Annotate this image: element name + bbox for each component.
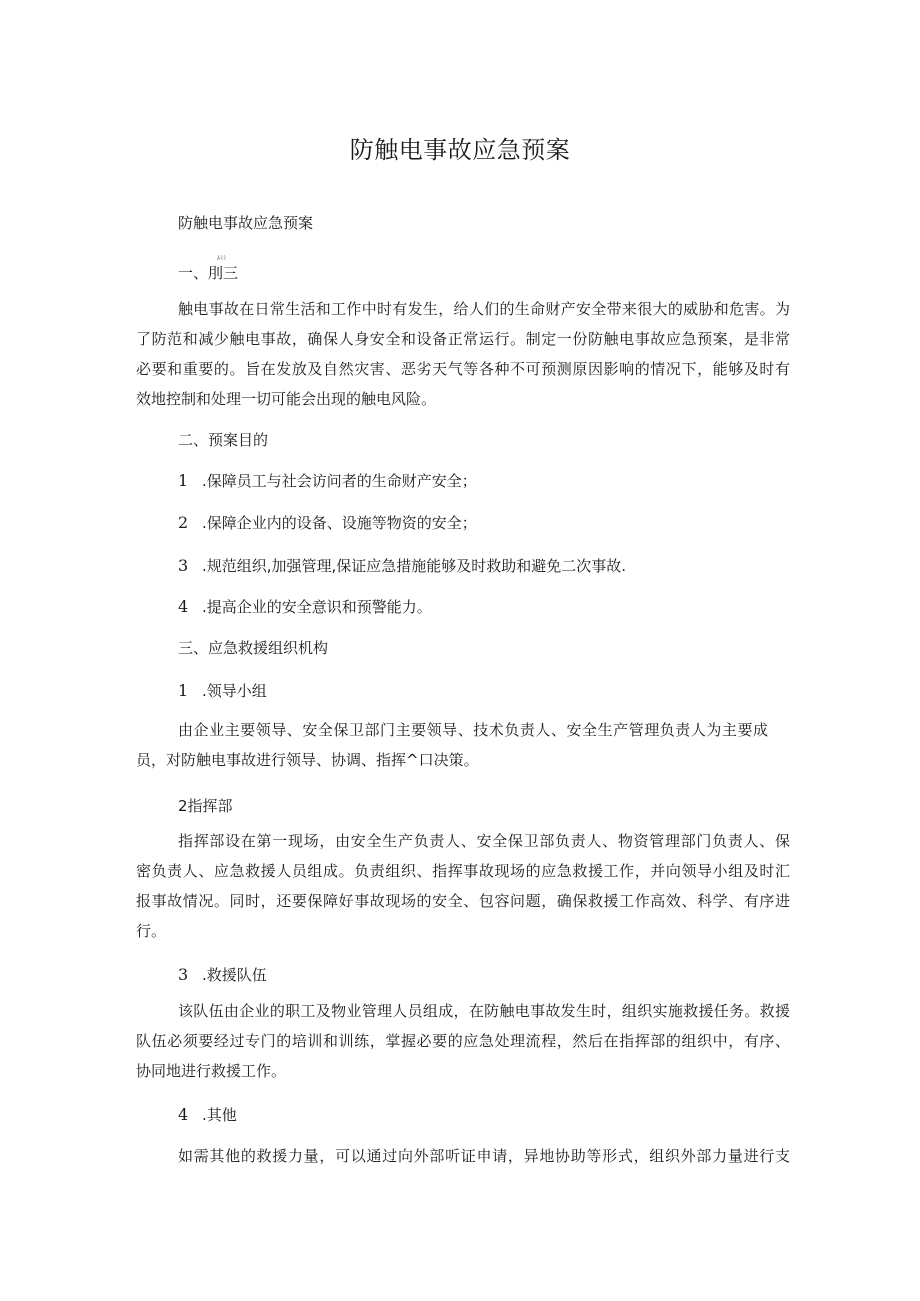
purpose-item-text: .规范组织,加强管理,保证应急措施能够及时救助和避免二次事故. xyxy=(202,557,627,575)
purpose-item-number: 2 xyxy=(178,513,189,532)
document-subtitle: 防触电事故应急预案 xyxy=(178,214,314,232)
preface-line-2: 了防范和减少触电事故，确保人身安全和设备正常运行。制定一份防触电事故应急预案，是非常 xyxy=(136,330,790,348)
subsection-title: .领导小组 xyxy=(202,682,267,700)
purpose-item-number: 3 xyxy=(178,556,189,575)
other-line-1: 如需其他的救援力量，可以通过向外部听证申请，异地协助等形式，组织外部力量进行支 xyxy=(178,1147,790,1165)
purpose-item-2 xyxy=(178,512,477,534)
leadership-line-1: 由企业主要领导、安全保卫部门主要领导、技术负责人、安全生产管理负责人为主要成 xyxy=(178,721,768,739)
subsection-heading-leadership xyxy=(178,680,267,702)
purpose-item-text: .保障企业内的设备、设施等物资的安全； xyxy=(202,514,477,532)
subsection-number: 1 xyxy=(178,681,189,700)
subsection-number: 4 xyxy=(178,1105,189,1124)
command-line-4: 行。 xyxy=(136,922,167,940)
section-heading-purpose: 二、预案目的 xyxy=(178,431,269,449)
command-line-1: 指挥部设在第一现场，由安全生产负责人、安全保卫部负责人、物资管理部门负责人、保 xyxy=(178,832,790,850)
heading-annotation: ﾑﾐﾐ xyxy=(217,255,227,262)
preface-line-3: 必要和重要的。旨在发放及自然灾害、恶劣天气等各种不可预测原因影响的情况下，能够及时有 xyxy=(136,360,790,378)
rescue-team-line-2: 队伍必须要经过专门的培训和训练，掌握必要的应急处理流程，然后在指挥部的组织中，有序、 xyxy=(136,1032,790,1050)
command-line-3: 报事故情况。同时，还要保障好事故现场的安全、包容问题，确保救援工作高效、科学、有序进 xyxy=(136,892,790,910)
subsection-heading-rescue-team xyxy=(178,964,267,986)
rescue-team-line-1: 该队伍由企业的职工及物业管理人员组成，在防触电事故发生时，组织实施救援任务。救援 xyxy=(178,1002,790,1020)
command-line-2: 密负责人、应急救援人员组成。负责组织、指挥事故现场的应急救援工作，并向领导小组及时汇 xyxy=(136,862,790,880)
subsection-heading-command: 2指挥部 xyxy=(178,797,233,815)
subsection-title: .其他 xyxy=(202,1106,237,1124)
preface-line-1: 触电事故在日常生活和工作中时有发生，给人们的生命财产安全带来很大的威胁和危害。为 xyxy=(178,300,790,318)
purpose-item-1 xyxy=(178,470,477,492)
subsection-title: .救援队伍 xyxy=(202,966,267,984)
leadership-line-2: 员，对防触电事故进行领导、协调、指挥^口决策。 xyxy=(136,751,479,769)
section-heading-preface: 一、刖三 xyxy=(178,264,239,282)
subsection-heading-other xyxy=(178,1104,237,1126)
purpose-item-text: .提高企业的安全意识和预警能力。 xyxy=(202,598,432,616)
section-heading-organization: 三、应急救援组织机构 xyxy=(178,639,329,657)
subsection-number: 3 xyxy=(178,965,189,984)
purpose-item-4 xyxy=(178,596,432,618)
purpose-item-3 xyxy=(178,555,626,577)
purpose-item-number: 4 xyxy=(178,597,189,616)
purpose-item-number: 1 xyxy=(178,471,189,490)
rescue-team-line-3: 协同地进行救援工作。 xyxy=(136,1062,287,1080)
purpose-item-text: .保障员工与社会访问者的生命财产安全； xyxy=(202,472,477,490)
document-title: 防触电事故应急预案 xyxy=(349,136,571,164)
preface-line-4: 效地控制和处理一切可能会出现的触电风险。 xyxy=(136,390,437,408)
